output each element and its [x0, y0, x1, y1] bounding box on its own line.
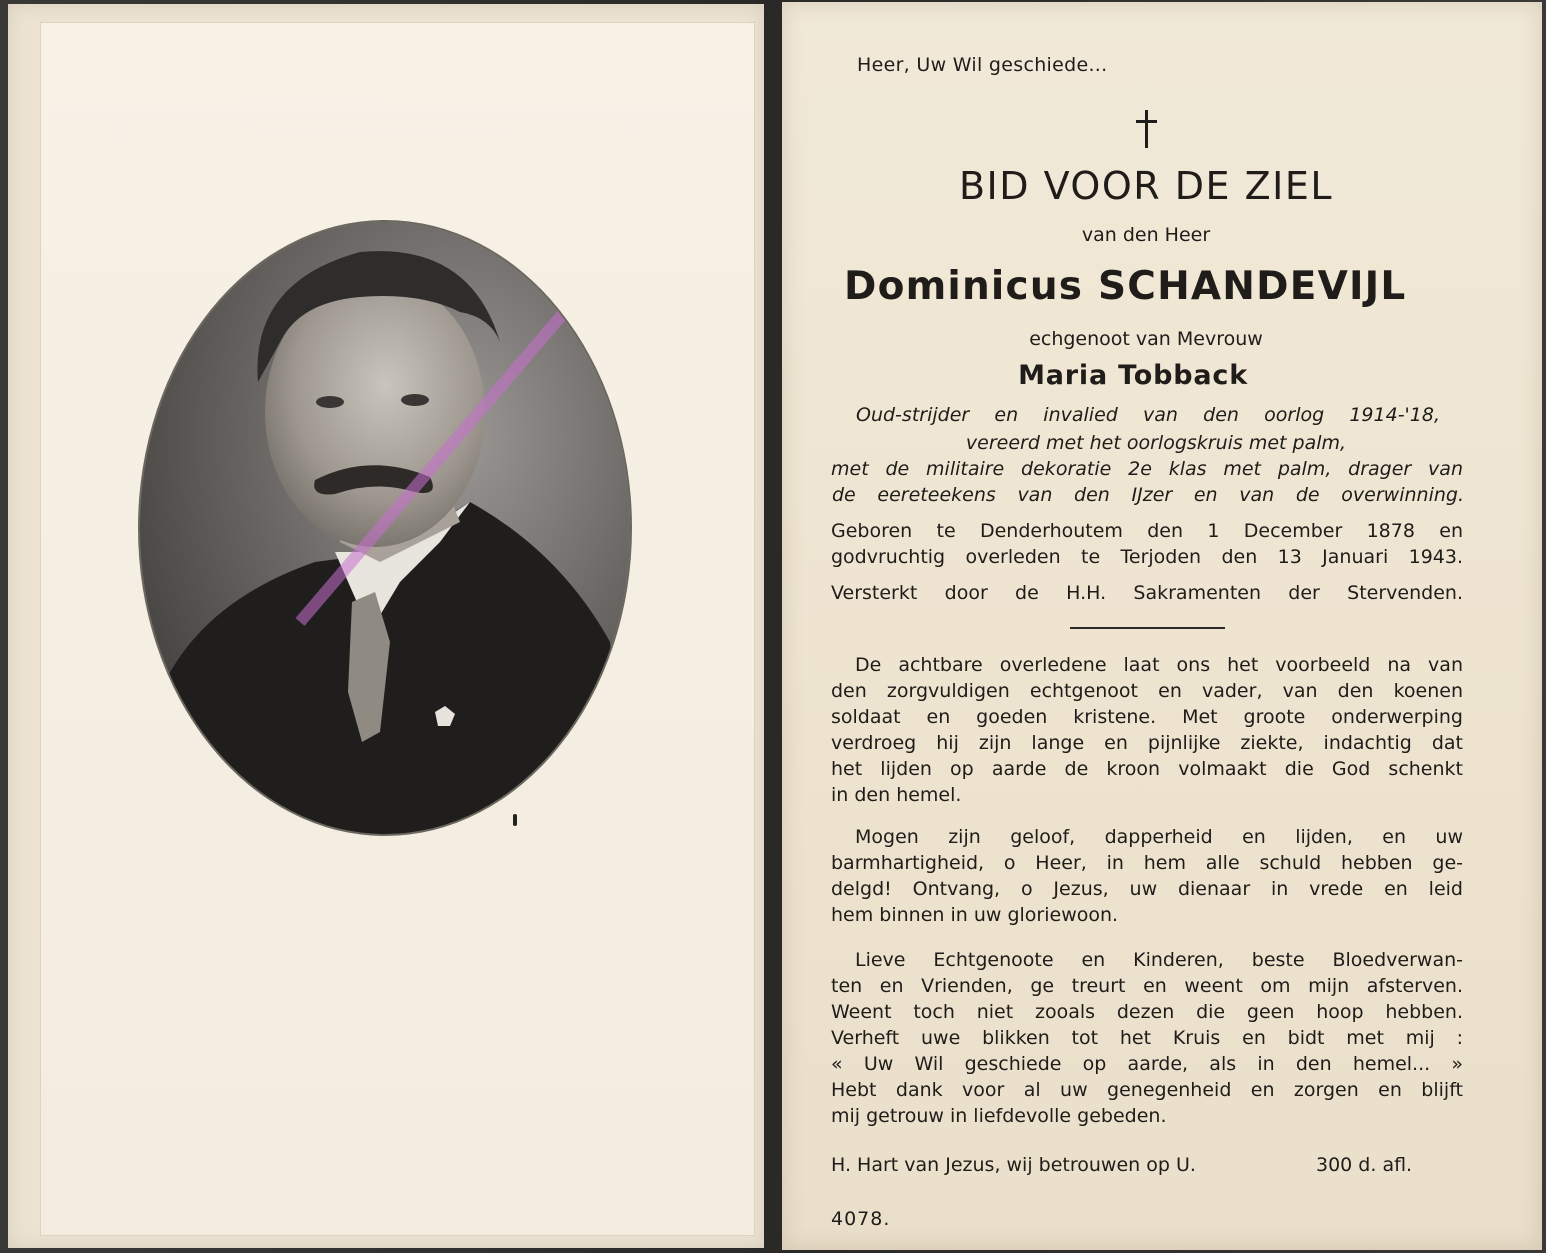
birth-line: Geboren te Denderhoutem den 1 December 1878 en [831, 520, 1463, 542]
portrait-illustration [140, 222, 630, 834]
paragraph3-line: Lieve Echtgenoote en Kinderen, beste Bloedverwan- [855, 949, 1463, 971]
honours-line: Oud-strijder en invalied van den oorlog 1914-'18, [856, 404, 1440, 426]
paragraph3-line: mij getrouw in liefdevolle gebeden. [831, 1105, 1167, 1127]
paragraph3-line: Verheft uwe blikken tot het Kruis en bidt met mij : [831, 1027, 1463, 1049]
paragraph1-line: soldaat en goeden kristene. Met groote onderwerping [831, 706, 1463, 728]
indulgence-note: 300 d. afl. [1316, 1154, 1413, 1176]
paragraph3-line: Weent toch niet zooals dezen die geen hoop hebben. [831, 1001, 1463, 1023]
honours-line: met de militaire dekoratie 2e klas met palm, drager van [831, 458, 1463, 480]
paragraph1-line: den zorgvuldigen echtgenoot en vader, van den koenen [831, 680, 1463, 702]
paragraph3-line: ten en Vrienden, ge treurt en weent om mijn afsterven. [831, 975, 1463, 997]
spouse-name: Maria Tobback [1018, 360, 1248, 391]
honours-line: de eereteekens van den IJzer en van de overwinning. [832, 484, 1464, 506]
ink-speck [513, 814, 517, 826]
van-den-heer-text: van den Heer [1081, 224, 1211, 246]
paragraph1-line: verdroeg hij zijn lange en pijnlijke ziekte, indachtig dat [831, 732, 1463, 754]
closing-prayer: H. Hart van Jezus, wij betrouwen op U. [831, 1154, 1196, 1176]
memorial-text-card [782, 2, 1542, 1250]
paragraph1-line: in den hemel. [831, 784, 962, 806]
print-number: 4078. [831, 1208, 891, 1230]
portrait-card [8, 4, 764, 1248]
divider-rule [1070, 627, 1225, 629]
sacraments-line: Versterkt door de H.H. Sakramenten der Stervenden. [831, 582, 1463, 604]
paragraph1-line: het lijden op aarde de kroon volmaakt die God schenkt [831, 758, 1463, 780]
motto-text: Heer, Uw Wil geschiede... [857, 54, 1108, 76]
paragraph3-line: Hebt dank voor al uw genegenheid en zorgen en blijft [831, 1079, 1463, 1101]
spouse-intro: echgenoot van Mevrouw [1029, 328, 1263, 350]
paragraph3-line: « Uw Wil geschiede op aarde, als in den hemel... » [831, 1053, 1463, 1075]
prayer-heading: BID VOOR DE ZIEL [958, 164, 1333, 208]
honours-line: vereerd met het oorlogskruis met palm, [965, 432, 1347, 454]
paragraph2-line: hem binnen in uw gloriewoon. [831, 904, 1119, 926]
paragraph1-line: De achtbare overledene laat ons het voorbeeld na van [855, 654, 1463, 676]
death-line: godvruchtig overleden te Terjoden den 13 Januari 1943. [831, 546, 1463, 568]
cross-icon [1135, 110, 1159, 148]
paragraph2-line: barmhartigheid, o Heer, in hem alle schuld hebben ge- [831, 852, 1463, 874]
paragraph2-line: Mogen zijn geloof, dapperheid en lijden, en uw [855, 826, 1463, 848]
deceased-name: Dominicus SCHANDEVIJL [844, 264, 1407, 309]
paragraph2-line: delgd! Ontvang, o Jezus, uw dienaar in vrede en leid [831, 878, 1463, 900]
oval-portrait-photo [140, 222, 630, 834]
